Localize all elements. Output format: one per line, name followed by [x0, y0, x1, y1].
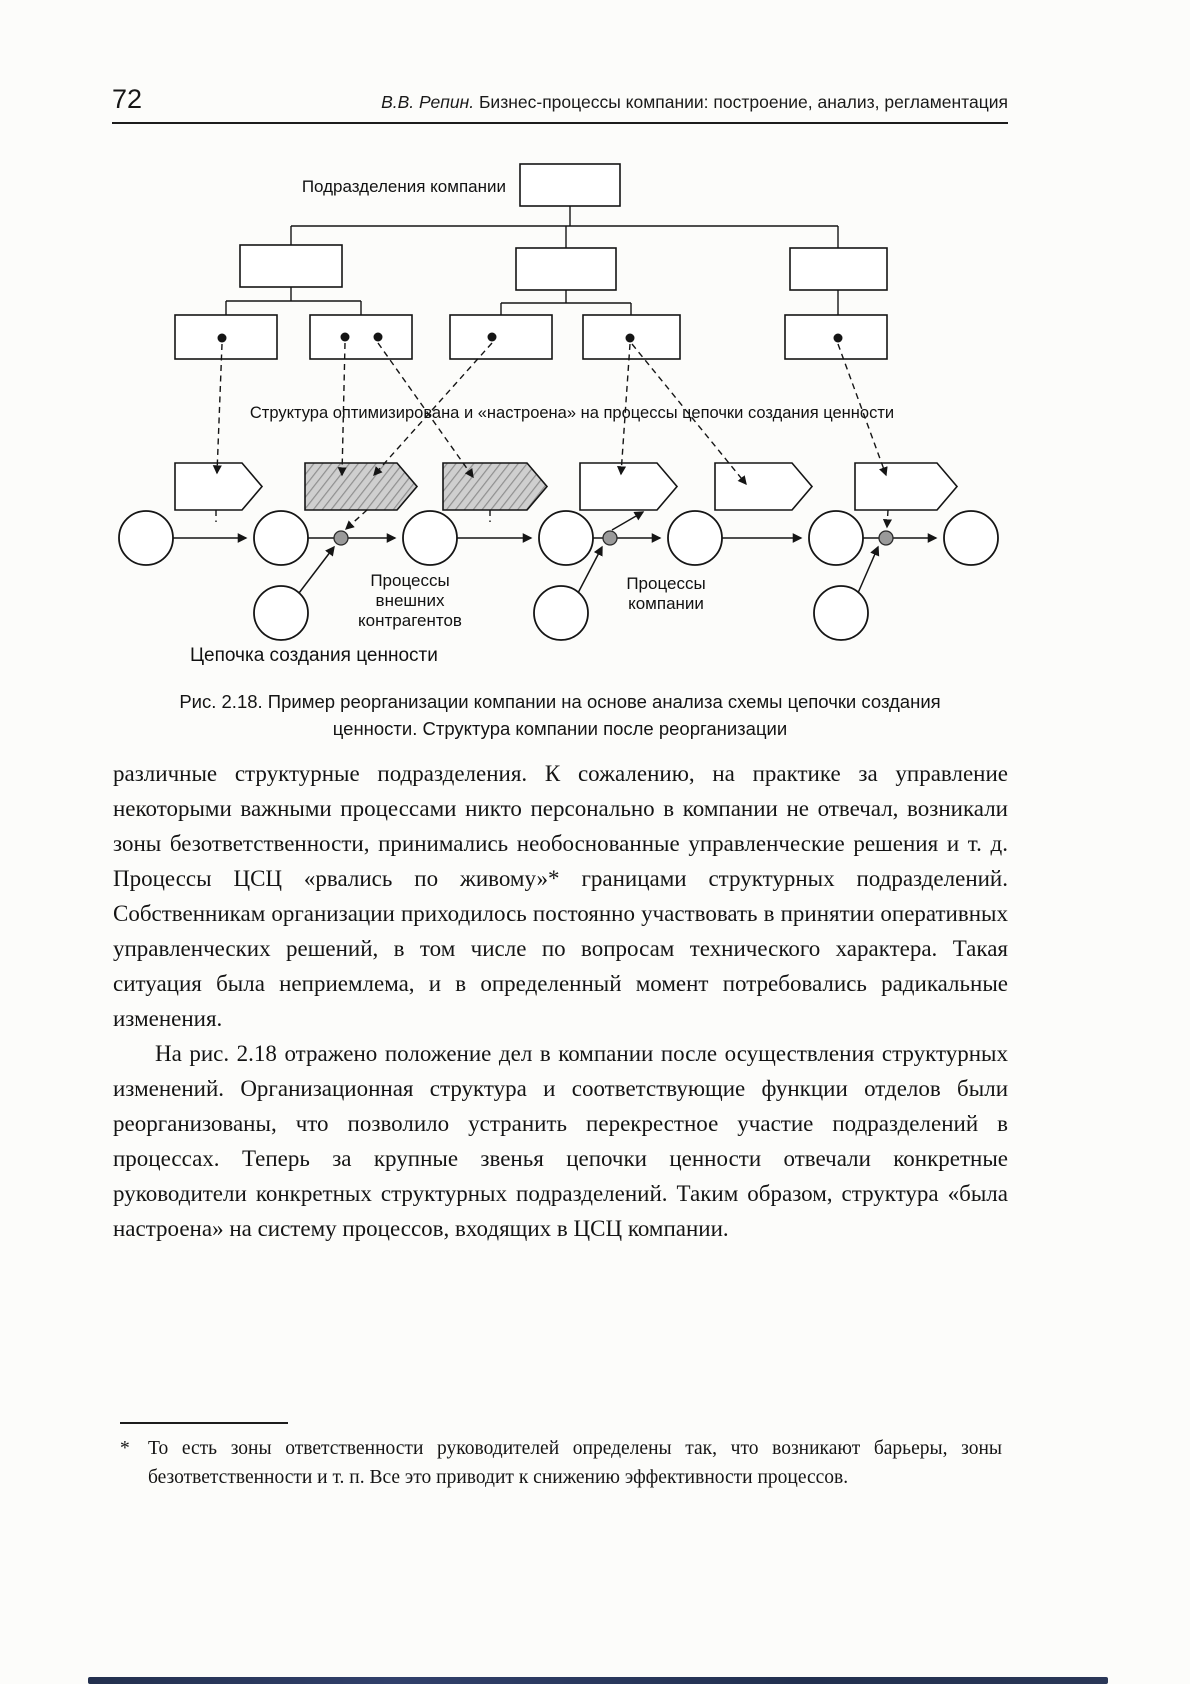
org-chart-boxes	[175, 164, 887, 359]
chain-node	[809, 511, 863, 565]
org-box-level3-2	[310, 315, 412, 359]
scan-artifact-bar	[88, 1677, 1108, 1684]
contractor-link	[858, 547, 878, 593]
chain-node	[944, 511, 998, 565]
running-title-author: В.В. Репин.	[381, 92, 475, 112]
process-up-arrow	[612, 512, 643, 530]
org-dot	[341, 333, 350, 342]
figure-caption-line2: ценности. Структура компании после реорганизации	[332, 718, 788, 739]
org-units-label: Подразделения компании	[301, 177, 506, 196]
header-row	[112, 84, 1008, 124]
process-arrow-4	[580, 463, 677, 510]
running-title-rest: Бизнес-процессы компании: построение, анализ, регламентация	[474, 92, 1008, 112]
chain-node	[668, 511, 722, 565]
org-box-level2-3	[790, 248, 887, 290]
contractor-link	[299, 547, 334, 593]
process-arrow-6	[855, 463, 957, 510]
org-box-level2-1	[240, 245, 342, 287]
process-arrow-3-hatched	[443, 463, 547, 510]
running-title	[381, 92, 1008, 113]
external-processes-label-line2: внешних	[375, 591, 445, 610]
company-processes-label-line2: компании	[628, 594, 704, 613]
page-number: 72	[112, 84, 143, 114]
interface-dot	[879, 531, 893, 545]
figure-caption	[112, 688, 1008, 742]
process-arrow-5	[715, 463, 812, 510]
value-chain-label: Цепочка создания ценности	[190, 645, 438, 666]
org-box-level2-2	[516, 248, 616, 290]
external-processes-label-line1: Процессы	[370, 571, 450, 590]
figure-2-18-diagram	[0, 148, 1190, 696]
chain-node	[539, 511, 593, 565]
paragraph-2: На рис. 2.18 отражено положение дел в компании после осуществления структурных изменений. Организационная структура и соответствующие функции отделов были реорганизованы, что позволило устранить перекрестное участие подразделений в процессах. Теперь за крупные звенья цепочки ценности отвечали конкретные руководители конкретных структурных подразделений. Таким образом, структура «была настроена» на систему процессов, входящих в ЦСЦ компании.	[113, 1041, 1008, 1241]
dashed-link	[217, 344, 222, 473]
company-processes-label-line1: Процессы	[626, 574, 706, 593]
chain-node	[254, 511, 308, 565]
contractor-node	[814, 586, 868, 640]
figure-caption-line1: Рис. 2.18. Пример реорганизации компании на основе анализа схемы цепочки создания	[179, 691, 941, 712]
org-dot	[626, 334, 635, 343]
diagram-canvas	[0, 148, 1190, 696]
org-box-top	[520, 164, 620, 206]
interface-dot	[334, 531, 348, 545]
process-arrow-2-hatched	[305, 463, 417, 510]
contractor-node	[254, 586, 308, 640]
org-dot	[374, 333, 383, 342]
value-chain	[119, 511, 998, 640]
dashed-link	[346, 510, 367, 529]
footnote-body	[120, 1434, 1002, 1492]
footnote-separator	[120, 1422, 288, 1424]
chain-node	[403, 511, 457, 565]
footnote-text: То есть зоны ответственности руководителей определены так, что возникают барьеры, зоны безответственности и т. п. Все это приводит к снижению эффективности процессов.	[148, 1438, 1002, 1488]
process-arrows	[175, 463, 957, 510]
org-dot	[218, 334, 227, 343]
dashed-link	[887, 510, 888, 527]
interface-dot	[603, 531, 617, 545]
external-processes-label-line3: контрагентов	[358, 611, 462, 630]
org-dot	[488, 333, 497, 342]
optimized-structure-note: Структура оптимизирована и «настроена» на процессы цепочки создания ценности	[249, 404, 895, 422]
paragraph-1: различные структурные подразделения. К сожалению, на практике за управление некоторыми важными процессами никто персонально в компании не отвечал, возникали зоны безответственности, принимались необоснованные управленческие решения и т. д. Процессы ЦСЦ «рвались по живому»* границами структурных подразделений. Собственникам организации приходилось постоянно участвовать в принятии оперативных управленческих решений, в том числе по вопросам технического характера. Такая ситуация была неприемлема, и в определенный момент потребовались радикальные изменения.	[113, 761, 1008, 1031]
page-header	[112, 84, 1008, 124]
body-text	[113, 756, 1008, 1246]
org-dot	[834, 334, 843, 343]
footnote-marker: *	[120, 1438, 130, 1459]
org-box-level3-3	[450, 315, 552, 359]
footnote	[120, 1422, 1002, 1492]
contractor-nodes	[254, 586, 868, 640]
contractor-node	[534, 586, 588, 640]
process-arrow-1	[175, 463, 262, 510]
chain-node	[119, 511, 173, 565]
